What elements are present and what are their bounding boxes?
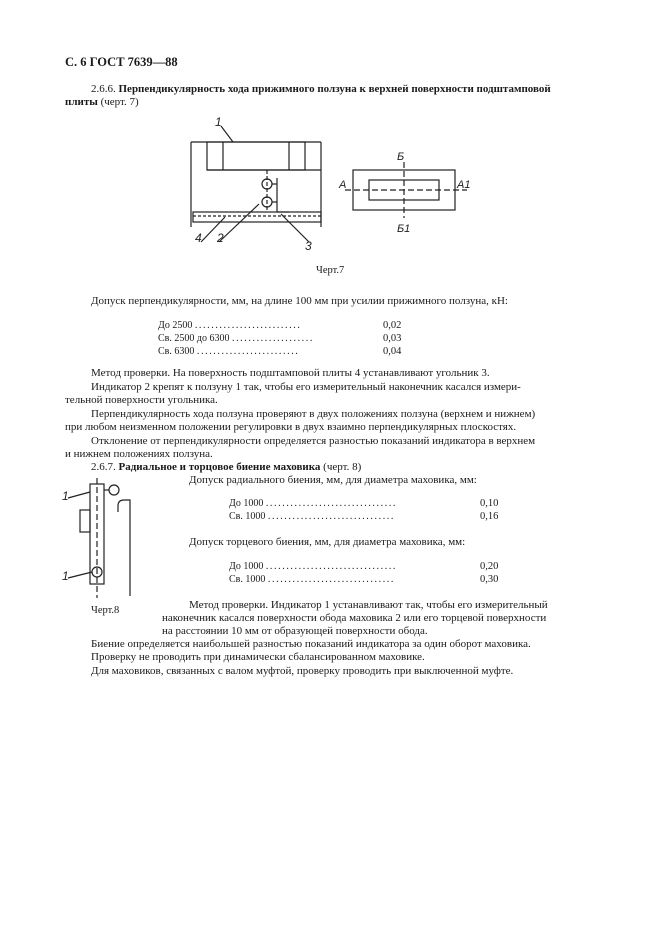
- tolerance-value: 0,30: [480, 574, 499, 585]
- label-2: 2: [217, 231, 224, 245]
- leader-dots: ................................: [265, 561, 398, 572]
- section-title: Радиальное и торцовое биение маховика: [118, 461, 321, 473]
- method-paragraph-cont: при любом неизменном положении регулировки в двух взаимно перпендикулярных плоскостях.: [65, 421, 517, 433]
- label-3: 3: [305, 239, 312, 253]
- section-2-6-6-title-line1: [91, 83, 551, 97]
- section-title: Перпендикулярность хода прижимного ползуна к верхней поверхности подштамповой: [118, 83, 551, 95]
- figure-7-diagram: [185, 112, 485, 262]
- method-paragraph-cont: наконечник касался поверхности обода маховика 2 или его торцевой поверхности: [162, 612, 547, 624]
- label-1-upper: 1: [62, 489, 69, 503]
- method-paragraph: Проверку не проводить при динамически сбалансированном маховике.: [91, 651, 425, 663]
- section-number: 2.6.6.: [91, 83, 116, 95]
- tolerance-value: 0,03: [383, 333, 402, 344]
- tolerance-value: 0,02: [383, 320, 402, 331]
- tolerance-label: Св. 1000: [229, 511, 266, 522]
- tolerance-value: 0,16: [480, 511, 499, 522]
- method-paragraph: Отклонение от перпендикулярности определяется разностью показаний индикатора в верхнем: [91, 435, 536, 447]
- method-paragraph: Метод проверки. На поверхность подштамповой плиты 4 устанавливают угольник 3.: [91, 367, 490, 379]
- label-B: Б: [397, 151, 405, 163]
- label-1-lower: 1: [62, 569, 69, 583]
- tolerance-label: До 1000: [229, 498, 264, 509]
- method-paragraph-cont: на расстоянии 10 мм от образующей поверхности обода.: [162, 625, 428, 637]
- tolerance-row: [229, 511, 395, 522]
- leader-dots: ...............................: [267, 574, 396, 585]
- bolster-plate: [193, 212, 321, 222]
- figure-ref: (черт. 8): [323, 461, 362, 473]
- tolerance-label: Св. 2500 до 6300: [158, 333, 230, 344]
- label-B1: Б1: [397, 223, 411, 235]
- hub-mount: [80, 510, 90, 532]
- method-paragraph-cont: тельной поверхности угольника.: [65, 394, 218, 406]
- label-1: 1: [215, 115, 222, 129]
- section-title-cont: плиты: [65, 96, 98, 108]
- leader-3: [281, 214, 309, 242]
- tolerance-label: Св. 6300: [158, 346, 195, 357]
- label-A: А: [339, 179, 347, 191]
- leader-1-upper: [68, 492, 90, 498]
- tolerance-row: [229, 498, 397, 509]
- method-paragraph: Для маховиков, связанных с валом муфтой, проверку проводить при выключенной муфте.: [91, 665, 514, 677]
- indicator-radial: [109, 485, 119, 495]
- figure-8-diagram: [60, 478, 160, 603]
- frame-outline: [118, 500, 130, 596]
- leader-2: [219, 204, 259, 242]
- tolerance-row: [158, 333, 314, 344]
- tolerance-label: Св. 1000: [229, 574, 266, 585]
- section-2-6-7-title: [91, 461, 361, 475]
- leader-dots: ................................: [265, 498, 398, 509]
- radial-tolerance-intro: Допуск радиального биения, мм, для диаметра маховика, мм:: [189, 474, 477, 486]
- slide-block: [207, 142, 305, 170]
- tolerance-row: [158, 346, 299, 357]
- figure-8-caption: Черт.8: [91, 605, 120, 616]
- method-paragraph: Индикатор 2 крепят к ползуну 1 так, чтобы его измерительный наконечник касался измери-: [91, 381, 521, 393]
- leader-dots: ....................: [231, 333, 314, 344]
- leader-dots: .........................: [196, 346, 300, 357]
- section-number: 2.6.7.: [91, 461, 116, 473]
- leader-dots: ...............................: [267, 511, 396, 522]
- tolerance-intro: Допуск перпендикулярности, мм, на длине 100 мм при усилии прижимного ползуна, кН:: [91, 295, 508, 307]
- label-A1: А1: [457, 179, 471, 191]
- tolerance-row: [229, 561, 397, 572]
- leader-1-lower: [68, 572, 92, 578]
- figure-ref: (черт. 7): [100, 96, 139, 108]
- page-header: С. 6 ГОСТ 7639—88: [65, 55, 178, 69]
- method-paragraph-cont: и нижнем положениях ползуна.: [65, 448, 213, 460]
- tolerance-row: [158, 320, 301, 331]
- tolerance-label: До 1000: [229, 561, 264, 572]
- axial-tolerance-intro: Допуск торцевого биения, мм, для диаметра маховика, мм:: [189, 536, 466, 548]
- figure-7-caption: Черт.7: [316, 265, 345, 276]
- leader-dots: ..........................: [194, 320, 302, 331]
- tolerance-value: 0,04: [383, 346, 402, 357]
- leader-1: [221, 126, 233, 142]
- tolerance-row: [229, 574, 395, 585]
- label-4: 4: [195, 231, 202, 245]
- tolerance-label: До 2500: [158, 320, 193, 331]
- tolerance-value: 0,20: [480, 561, 499, 572]
- section-2-6-6-title-line2: [65, 96, 139, 110]
- method-paragraph: Биение определяется наибольшей разностью показаний индикатора за один оборот маховика.: [91, 638, 531, 650]
- method-paragraph: Перпендикулярность хода ползуна проверяют в двух положениях ползуна (верхнем и нижнем): [91, 408, 536, 420]
- tolerance-value: 0,10: [480, 498, 499, 509]
- method-paragraph: Метод проверки. Индикатор 1 устанавливают так, чтобы его измерительный: [189, 599, 548, 611]
